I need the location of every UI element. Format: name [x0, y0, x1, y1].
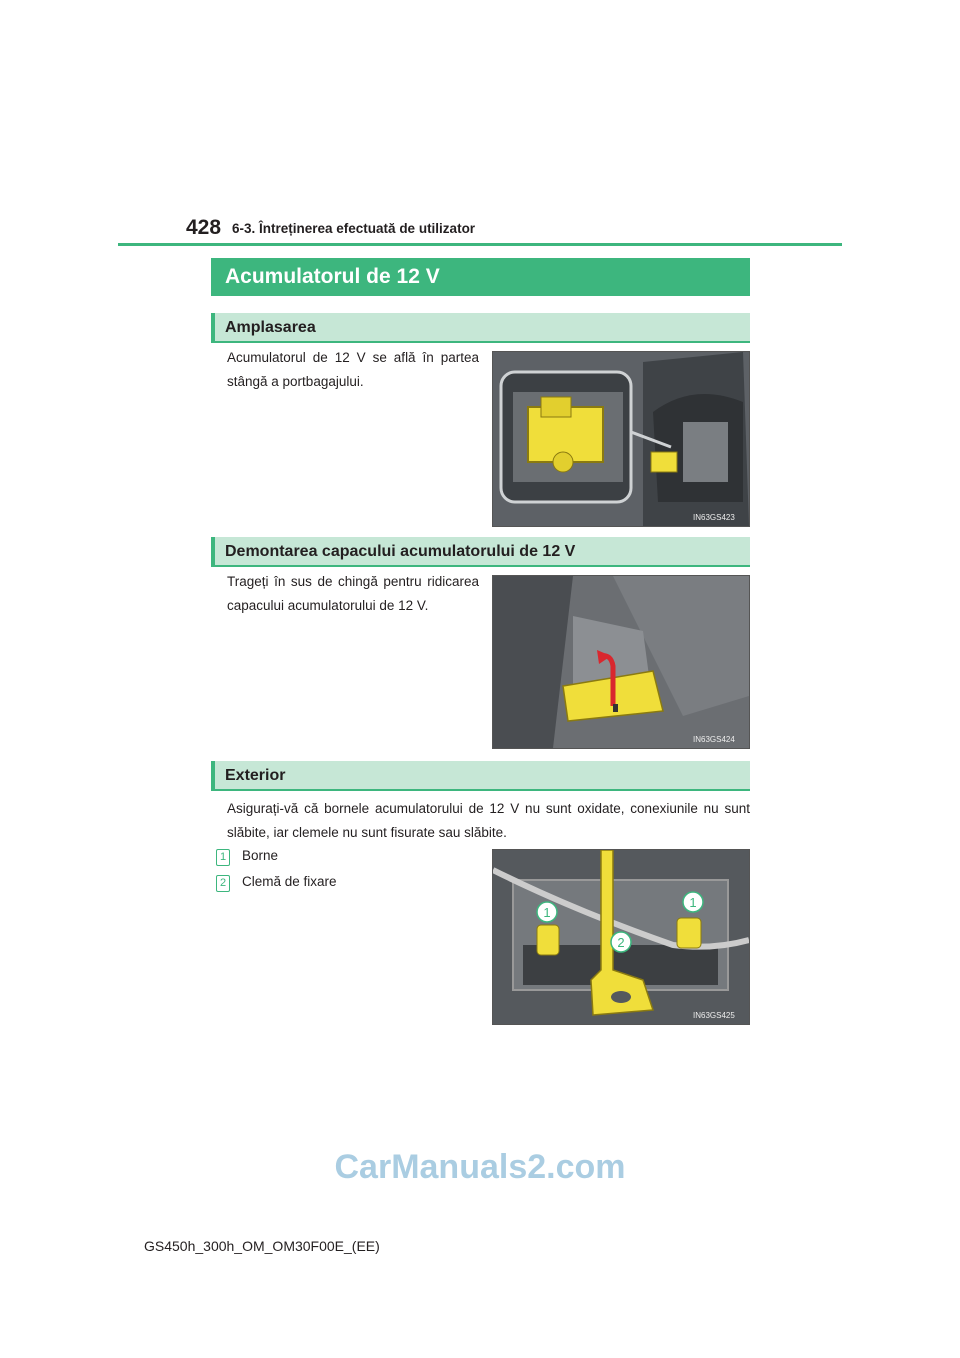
- item-number-1: 1: [216, 849, 230, 866]
- item-label-clamp: Clemă de fixare: [242, 874, 337, 889]
- location-text: Acumulatorul de 12 V se află în partea stângă a portbagajului.: [227, 350, 479, 389]
- callout-terminal-right: 1: [689, 895, 697, 910]
- page-number: 428: [186, 216, 222, 239]
- figure-code: IN63GS424: [693, 735, 735, 744]
- battery-location-photo: [492, 351, 750, 527]
- item-number-2: 2: [216, 875, 230, 892]
- cover-illustration: [493, 576, 749, 748]
- page-title: Acumulatorul de 12 V: [211, 258, 750, 296]
- figure-code: IN63GS423: [693, 513, 735, 522]
- callout-clamp: 2: [617, 935, 625, 950]
- remove-cover-text: Trageți în sus de chingă pentru ridicarea capacului acumulatorului de 12 V.: [227, 574, 479, 613]
- section-heading-location: Amplasarea: [211, 313, 750, 343]
- figure-code: IN63GS425: [693, 1011, 735, 1020]
- battery-exterior-photo: [492, 849, 750, 1025]
- cover-removal-photo: [492, 575, 750, 749]
- trunk-illustration: [493, 352, 749, 526]
- section-reference: 6-3. Întreținerea efectuată de utilizator: [232, 221, 476, 236]
- exterior-text: Asigurați-vă că bornele acumulatorului de 12 V nu sunt oxidate, conexiunile nu sunt slăbite, iar clemele nu sunt fisurate sau slăbite.: [227, 801, 750, 840]
- section-heading-remove-cover: Demontarea capacului acumulatorului de 12 V: [211, 537, 750, 567]
- section-heading-exterior: Exterior: [211, 761, 750, 791]
- callout-terminal-left: 1: [543, 905, 551, 920]
- battery-illustration: [493, 850, 749, 1024]
- footer-document-code: GS450h_300h_OM_OM30F00E_(EE): [144, 1238, 380, 1254]
- watermark: CarManuals2.com: [334, 1148, 626, 1186]
- item-label-terminals: Borne: [242, 848, 279, 863]
- header-divider: [118, 243, 842, 246]
